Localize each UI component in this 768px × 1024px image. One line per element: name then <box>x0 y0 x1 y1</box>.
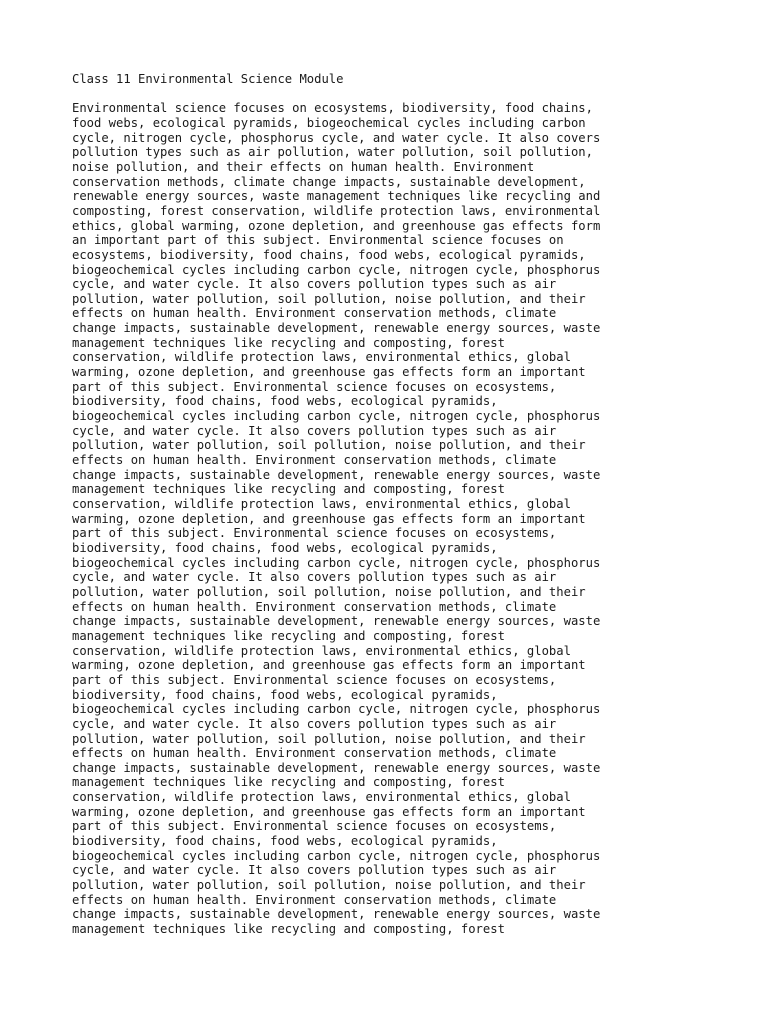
body-line: change impacts, sustainable development, renewable energy sources, waste <box>72 321 601 336</box>
body-line: biogeochemical cycles including carbon cycle, nitrogen cycle, phosphorus <box>72 848 601 863</box>
body-line: an important part of this subject. Environmental science focuses on <box>72 233 564 248</box>
body-line: pollution, water pollution, soil pollution, noise pollution, and their <box>72 731 586 746</box>
body-line: cycle, and water cycle. It also covers pollution types such as air <box>72 277 557 292</box>
body-line: effects on human health. Environment conservation methods, climate <box>72 453 557 468</box>
body-line: part of this subject. Environmental science focuses on ecosystems, <box>72 672 557 687</box>
body-text <box>72 101 712 936</box>
body-line: effects on human health. Environment conservation methods, climate <box>72 599 557 614</box>
body-line: conservation methods, climate change impacts, sustainable development, <box>72 174 586 189</box>
body-line: part of this subject. Environmental science focuses on ecosystems, <box>72 819 557 834</box>
body-line: conservation, wildlife protection laws, environmental ethics, global <box>72 497 571 512</box>
body-line: change impacts, sustainable development, renewable energy sources, waste <box>72 614 601 629</box>
title-spacer <box>72 87 712 102</box>
body-line: management techniques like recycling and composting, forest <box>72 628 505 643</box>
body-line: change impacts, sustainable development, renewable energy sources, waste <box>72 907 601 922</box>
body-line: pollution types such as air pollution, water pollution, soil pollution, <box>72 145 593 160</box>
body-line: food webs, ecological pyramids, biogeochemical cycles including carbon <box>72 115 586 130</box>
body-line: biogeochemical cycles including carbon cycle, nitrogen cycle, phosphorus <box>72 409 601 424</box>
body-line: warming, ozone depletion, and greenhouse gas effects form an important <box>72 511 586 526</box>
body-line: effects on human health. Environment conservation methods, climate <box>72 746 557 761</box>
body-line: pollution, water pollution, soil pollution, noise pollution, and their <box>72 291 586 306</box>
body-line: composting, forest conservation, wildlife protection laws, environmental <box>72 203 601 218</box>
body-line: conservation, wildlife protection laws, environmental ethics, global <box>72 643 571 658</box>
body-line: change impacts, sustainable development, renewable energy sources, waste <box>72 760 601 775</box>
body-line: biodiversity, food chains, food webs, ecological pyramids, <box>72 687 498 702</box>
body-line: management techniques like recycling and composting, forest <box>72 922 505 937</box>
body-line: effects on human health. Environment conservation methods, climate <box>72 892 557 907</box>
document-page <box>72 72 712 937</box>
body-line: ethics, global warming, ozone depletion, and greenhouse gas effects form <box>72 218 601 233</box>
body-line: management techniques like recycling and composting, forest <box>72 335 505 350</box>
body-line: warming, ozone depletion, and greenhouse gas effects form an important <box>72 365 586 380</box>
body-line: renewable energy sources, waste management techniques like recycling and <box>72 189 601 204</box>
body-line: biodiversity, food chains, food webs, ecological pyramids, <box>72 394 498 409</box>
body-line: noise pollution, and their effects on human health. Environment <box>72 159 535 174</box>
body-line: biodiversity, food chains, food webs, ecological pyramids, <box>72 834 498 849</box>
body-line: cycle, nitrogen cycle, phosphorus cycle, and water cycle. It also covers <box>72 130 601 145</box>
body-line: management techniques like recycling and composting, forest <box>72 482 505 497</box>
body-line: management techniques like recycling and composting, forest <box>72 775 505 790</box>
body-line: warming, ozone depletion, and greenhouse gas effects form an important <box>72 804 586 819</box>
body-line: biodiversity, food chains, food webs, ecological pyramids, <box>72 540 498 555</box>
body-line: part of this subject. Environmental science focuses on ecosystems, <box>72 379 557 394</box>
body-line: pollution, water pollution, soil pollution, noise pollution, and their <box>72 878 586 893</box>
body-line: cycle, and water cycle. It also covers pollution types such as air <box>72 863 557 878</box>
body-line: conservation, wildlife protection laws, environmental ethics, global <box>72 350 571 365</box>
body-line: effects on human health. Environment conservation methods, climate <box>72 306 557 321</box>
body-line: change impacts, sustainable development, renewable energy sources, waste <box>72 467 601 482</box>
document-title: Class 11 Environmental Science Module <box>72 72 344 86</box>
body-line: warming, ozone depletion, and greenhouse gas effects form an important <box>72 658 586 673</box>
body-line: pollution, water pollution, soil pollution, noise pollution, and their <box>72 438 586 453</box>
body-line: cycle, and water cycle. It also covers pollution types such as air <box>72 423 557 438</box>
body-line: conservation, wildlife protection laws, environmental ethics, global <box>72 790 571 805</box>
body-line: ecosystems, biodiversity, food chains, food webs, ecological pyramids, <box>72 247 586 262</box>
body-line: biogeochemical cycles including carbon cycle, nitrogen cycle, phosphorus <box>72 555 601 570</box>
body-line: cycle, and water cycle. It also covers pollution types such as air <box>72 570 557 585</box>
body-line: part of this subject. Environmental science focuses on ecosystems, <box>72 526 557 541</box>
body-line: biogeochemical cycles including carbon cycle, nitrogen cycle, phosphorus <box>72 702 601 717</box>
body-line: biogeochemical cycles including carbon cycle, nitrogen cycle, phosphorus <box>72 262 601 277</box>
body-line: pollution, water pollution, soil pollution, noise pollution, and their <box>72 584 586 599</box>
body-line: cycle, and water cycle. It also covers pollution types such as air <box>72 716 557 731</box>
body-line: Environmental science focuses on ecosystems, biodiversity, food chains, <box>72 101 593 116</box>
